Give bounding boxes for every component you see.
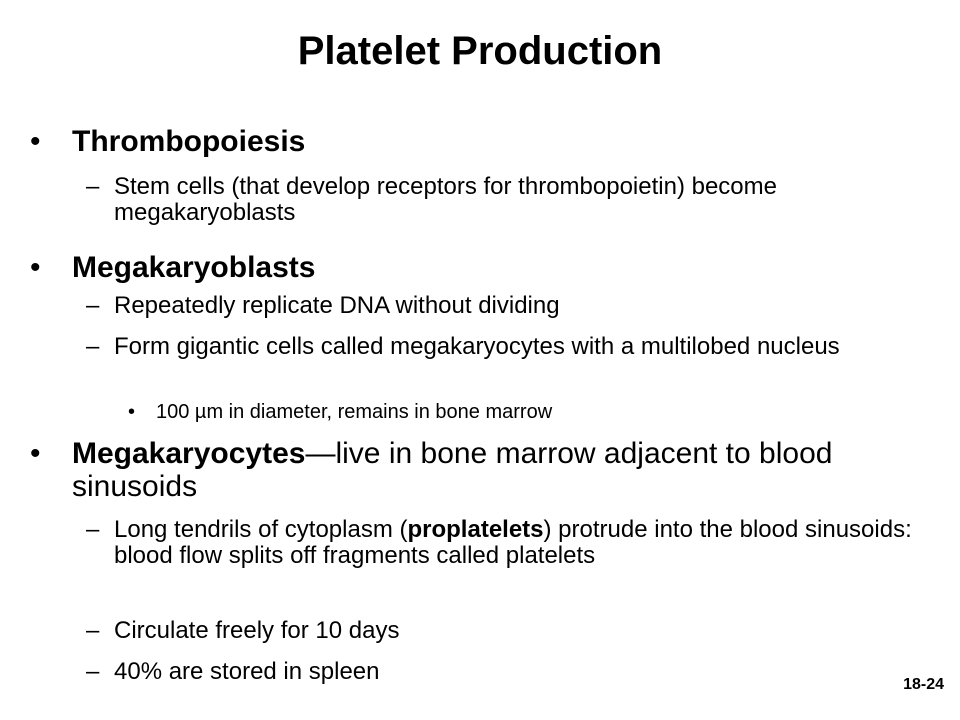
subbullet-text: Form gigantic cells called megakaryocytes with a multilobed nucleus [114, 333, 840, 360]
subsubbullet-text: 100 µm in diameter, remains in bone marrow [156, 401, 553, 423]
subbullet-stem-cells [86, 174, 926, 226]
subbullet-text: Repeatedly replicate DNA without dividing [114, 292, 560, 319]
dash-marker: – [86, 516, 100, 543]
dash-marker: – [86, 173, 100, 200]
tendrils-text-after: ) protrude into the blood sinusoids: blood flow splits off fragments called platelets [114, 516, 912, 569]
subbullet-text: Stem cells (that develop receptors for thrombopoietin) become megakaryoblasts [114, 173, 777, 226]
subbullet-replicate-dna [86, 293, 926, 319]
bullet-marker: • [30, 437, 41, 470]
heading-megakaryocytes-line [72, 437, 930, 503]
dash-marker: – [86, 617, 100, 644]
bullet-marker: • [30, 251, 41, 284]
heading-thrombopoiesis: Thrombopoiesis [72, 125, 306, 158]
page-number: 18-24 [903, 676, 944, 693]
subbullet-text [114, 517, 926, 569]
subbullet-circulate [86, 618, 926, 644]
dash-marker: – [86, 292, 100, 319]
bullet-marker: • [30, 125, 41, 158]
subsubbullet-diameter [128, 401, 918, 423]
subbullet-gigantic-cells [86, 334, 926, 360]
subbullet-text: Circulate freely for 10 days [114, 617, 400, 644]
subbullet-tendrils [86, 517, 926, 569]
slide-title: Platelet Production [297, 29, 663, 73]
bullet-megakaryocytes [30, 437, 930, 503]
proplatelets-term: proplatelets [407, 516, 544, 543]
tendrils-text-before: Long tendrils of cytoplasm ( [114, 516, 408, 543]
heading-megakaryocytes-rest: —live in bone marrow adjacent to blood sinusoids [72, 437, 833, 503]
heading-megakaryocytes: Megakaryocytes [72, 437, 306, 470]
bullet-thrombopoiesis [30, 125, 930, 158]
bullet-megakaryoblasts [30, 251, 930, 284]
subbullet-stored-spleen [86, 659, 926, 685]
subbullet-text: 40% are stored in spleen [114, 658, 380, 685]
dot-marker: • [128, 401, 136, 423]
dash-marker: – [86, 658, 100, 685]
heading-megakaryoblasts: Megakaryoblasts [72, 251, 316, 284]
dash-marker: – [86, 333, 100, 360]
